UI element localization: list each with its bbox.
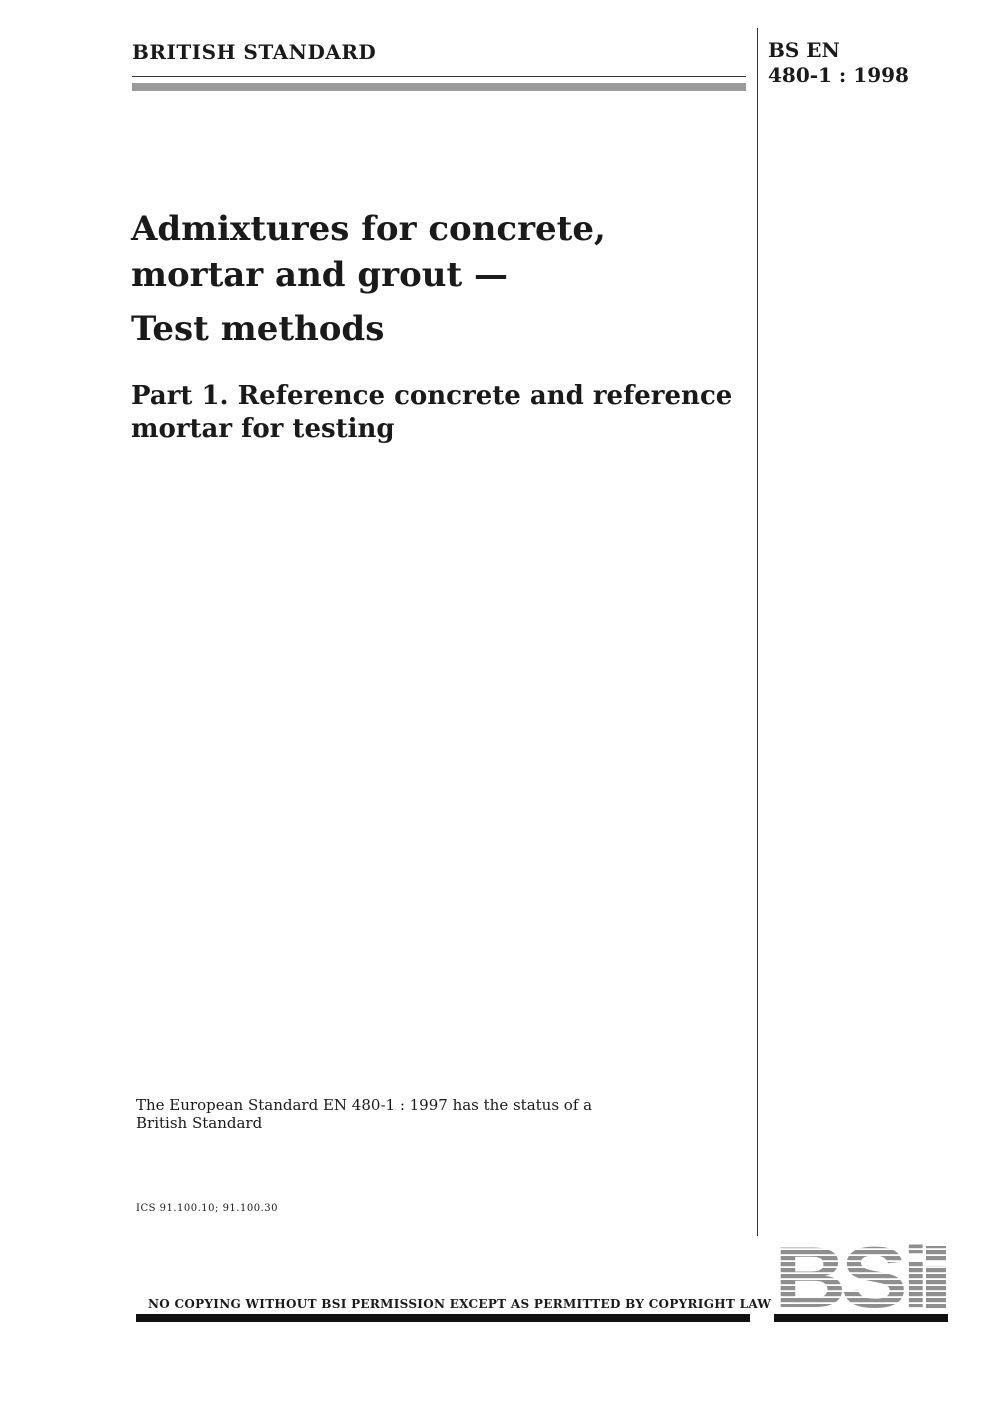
document-title	[131, 206, 606, 352]
status-note	[136, 1096, 592, 1132]
status-note-line-2: British Standard	[136, 1114, 263, 1132]
title-line-1: Admixtures for concrete,	[131, 209, 606, 249]
copyright-notice: NO COPYING WITHOUT BSI PERMISSION EXCEPT AS PERMITTED BY COPYRIGHT LAW	[148, 1297, 772, 1311]
series-label: BRITISH STANDARD	[132, 40, 377, 64]
standard-number	[768, 38, 909, 88]
standard-number-line2: 480-1 : 1998	[768, 63, 909, 87]
footer-bar	[136, 1314, 750, 1322]
document-subtitle	[131, 380, 732, 446]
bsi-logo	[774, 1244, 948, 1310]
header-gray-bar	[132, 83, 746, 91]
standard-number-line1: BS EN	[768, 38, 840, 62]
title-line-3: Test methods	[131, 309, 385, 349]
subtitle-line-2: mortar for testing	[131, 414, 395, 444]
ics-code: ICS 91.100.10; 91.100.30	[136, 1203, 278, 1214]
status-note-line-1: The European Standard EN 480-1 : 1997 has the status of a	[136, 1096, 593, 1114]
vertical-divider	[757, 28, 758, 1236]
footer-bar-logo	[774, 1314, 948, 1322]
title-line-2: mortar and grout —	[131, 255, 509, 295]
subtitle-line-1: Part 1. Reference concrete and reference	[131, 381, 733, 411]
header-rule	[132, 76, 746, 77]
